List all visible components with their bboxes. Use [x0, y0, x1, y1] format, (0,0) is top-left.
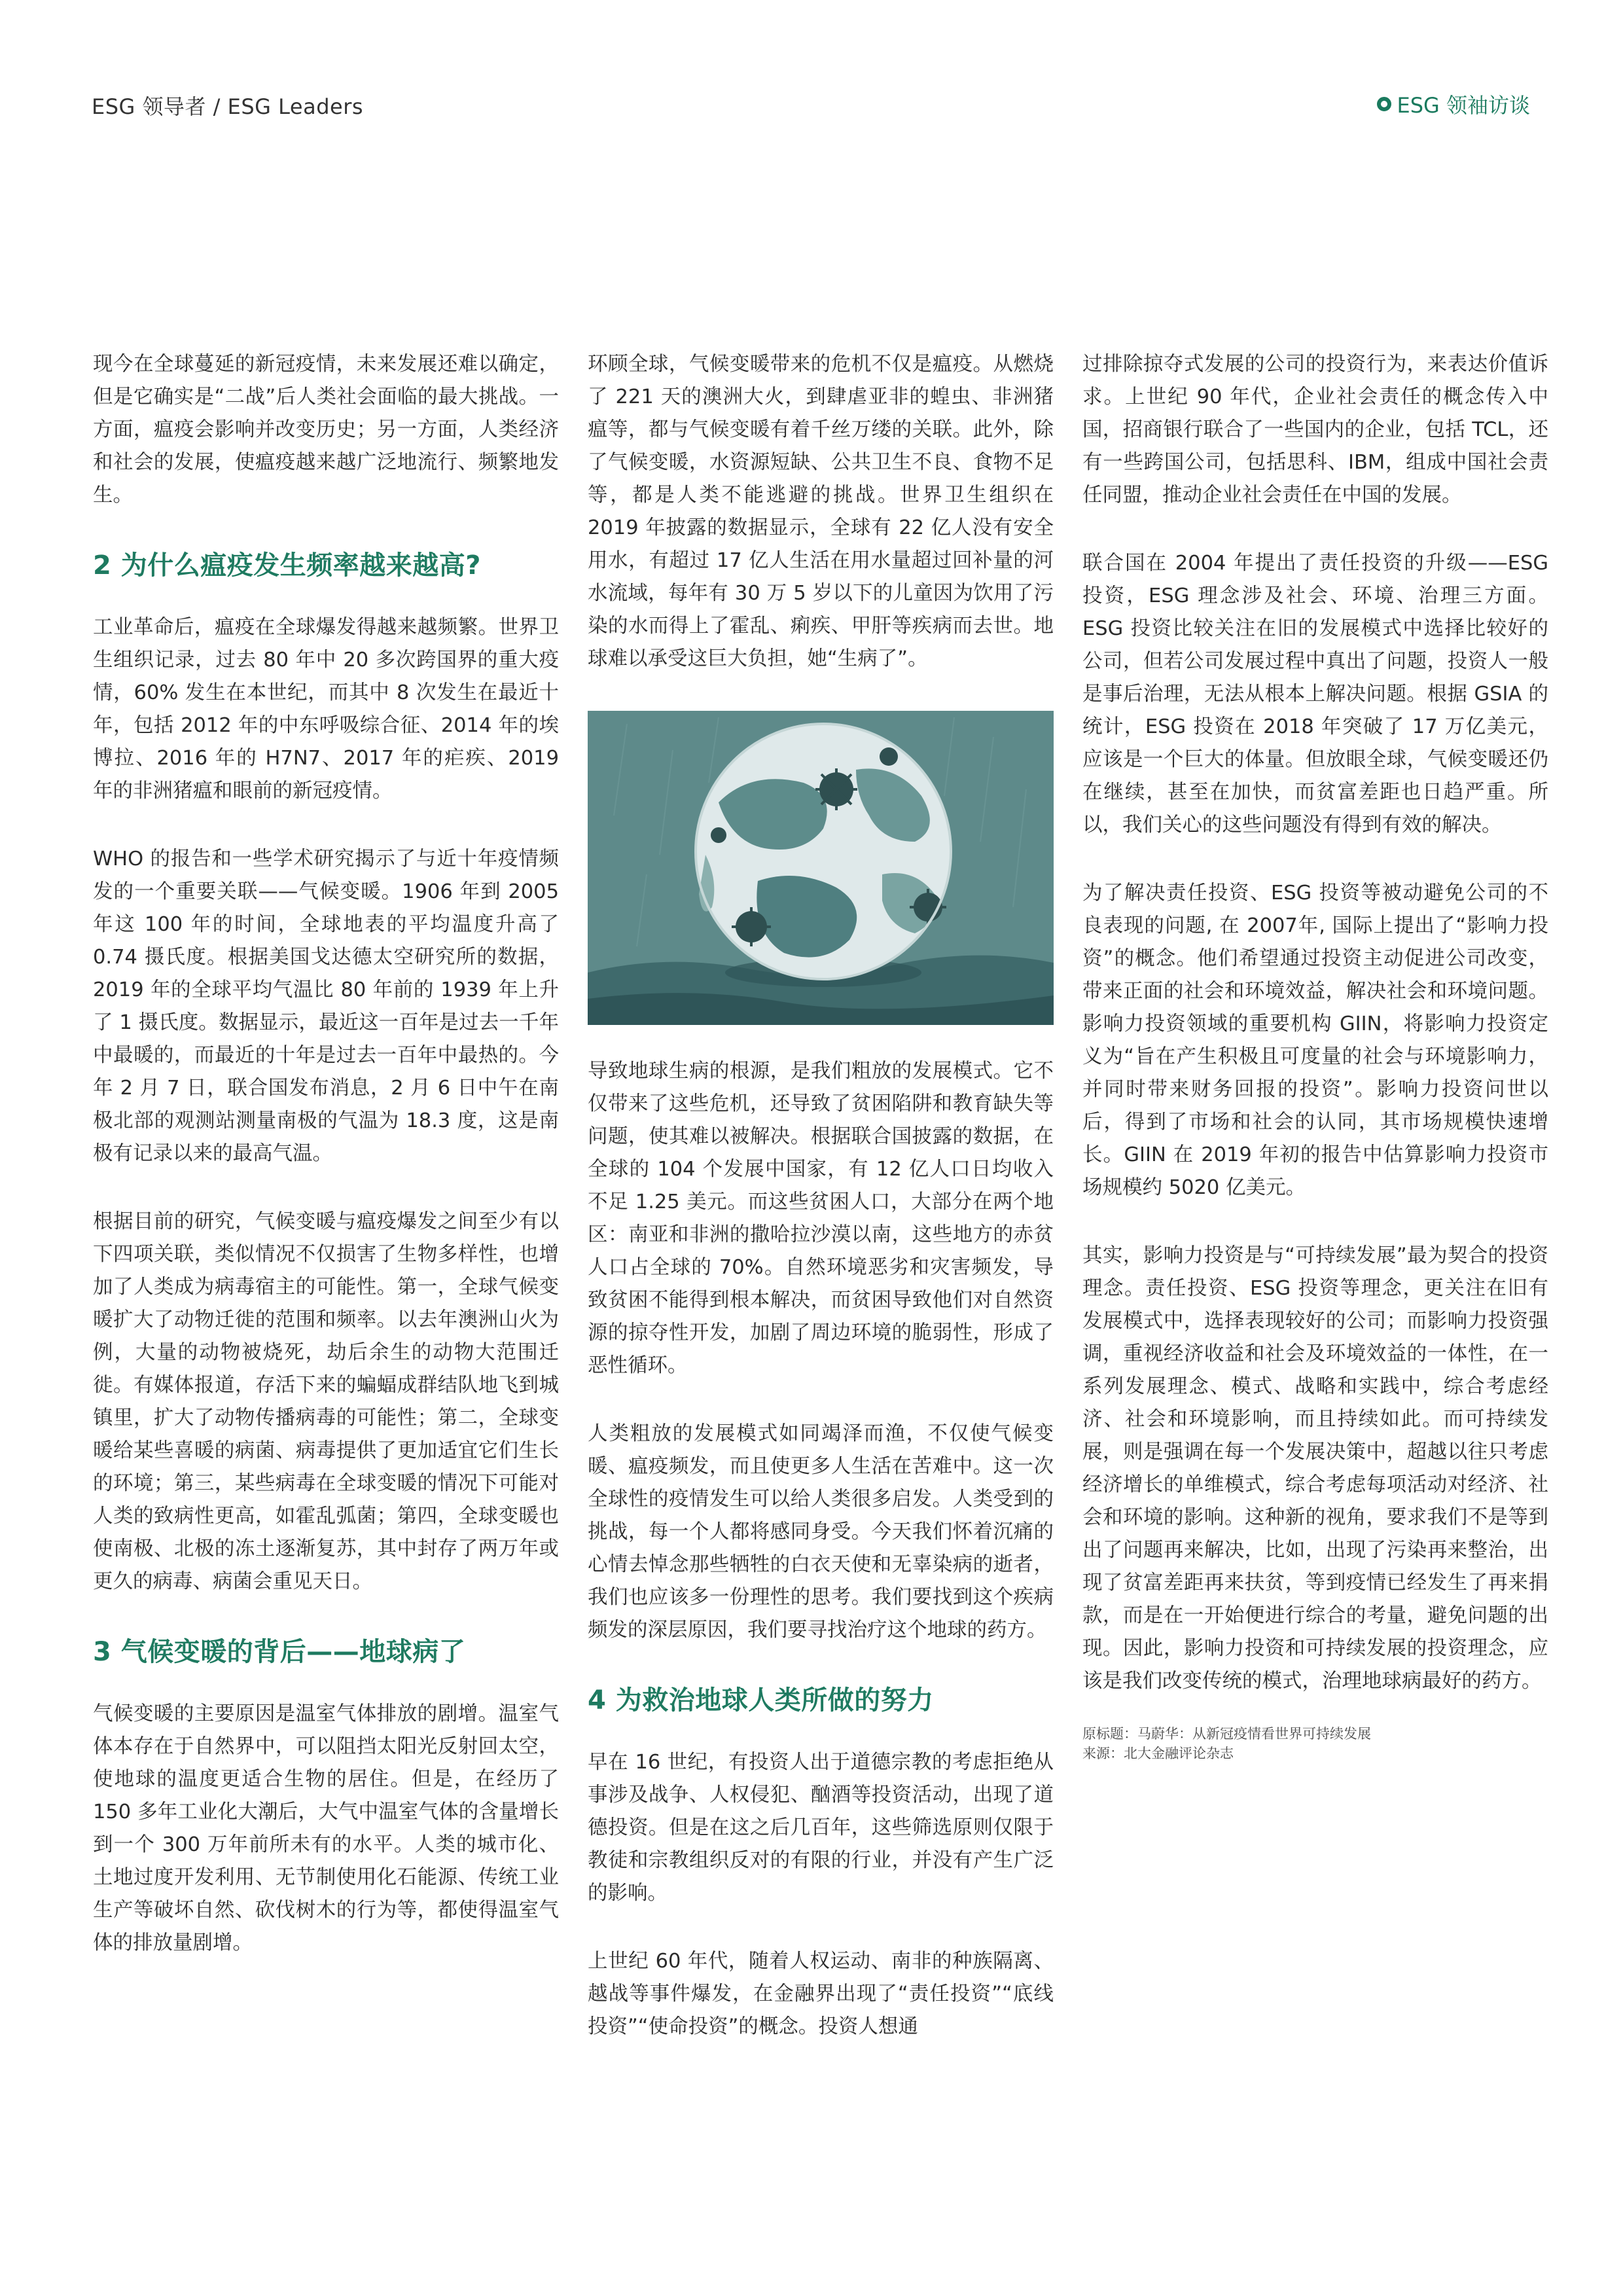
paragraph: 上世纪 60 年代，随着人权运动、南非的种族隔离、越战等事件爆发，在金融界出现了“责任投资”“底线投资”“使命投资”的概念。投资人想通: [588, 1950, 1054, 2038]
column-3: [1082, 348, 1548, 1763]
paragraph: WHO 的报告和一些学术研究揭示了与近十年疫情频发的一个重要关联——气候变暖。1906 年到 2005 年这 100 年的时间，全球地表的平均温度升高了 0.74 摄氏度。根据美国戈达德太空研究所的数据，2019 年的全球平均气温比 80 年前的 1939 年上升了 1 摄氏度。数据显示，最近这一百年是过去一千年中最暖的，而最近的十年是过去一百年中最热的。今年 2 月 7 日，联合国发布消息，2 月 6 日中午在南极北部的观测站测量南极的气温为 18.3 度，这是南极有记录以来的最高气温。: [93, 848, 559, 1165]
column-2: [588, 348, 1054, 2079]
section-heading: 4 为救治地球人类所做的努力: [588, 1685, 934, 1715]
paragraph: 其实，影响力投资是与“可持续发展”最为契合的投资理念。责任投资、ESG 投资等理念，更关注在旧有发展模式中，选择表现较好的公司；而影响力投资强调，重视经济收益和社会及环境效益的一体性，在一系列发展理念、模式、战略和实践中，综合考虑经济、社会和环境影响，而且持续如此。而可持续发展，则是强调在每一个发展决策中，超越以往只考虑经济增长的单维模式，综合考虑每项活动对经济、社会和环境的影响。这种新的视角，要求我们不是等到出了问题再来解决，比如，出现了污染再来整治，出现了贫富差距再来扶贫，等到疫情已经发生了再来捐款，而是在一开始便进行综合的考量，避免问题的出现。因此，影响力投资和可持续发展的投资理念，应该是我们改变传统的模式，治理地球病最好的药方。: [1082, 1244, 1548, 1693]
section-heading: 2 为什么瘟疫发生频率越来越高?: [93, 550, 481, 581]
paragraph: 现今在全球蔓延的新冠疫情，未来发展还难以确定，但是它确实是“二战”后人类社会面临的最大挑战。一方面，瘟疫会影响并改变历史；另一方面，人类经济和社会的发展，使瘟疫越来越广泛地流行、频繁地发生。: [93, 353, 559, 507]
earth-virus-illustration: [588, 711, 1054, 1025]
paragraph: 气候变暖的主要原因是温室气体排放的剧增。温室气体本存在于自然界中，可以阻挡太阳光反射回太空，使地球的温度更适合生物的居住。但是，在经历了 150 多年工业化大潮后，大气中温室气体的含量增长到一个 300 万年前所未有的水平。人类的城市化、土地过度开发利用、无节制使用化石能源、传统工业生产等破坏自然、砍伐树木的行为等，都使得温室气体的排放量剧增。: [93, 1702, 559, 1954]
section-label: ESG 领袖访谈: [1397, 93, 1530, 118]
header-section: [1377, 89, 1530, 119]
paragraph: 为了解决责任投资、ESG 投资等被动避免公司的不良表现的问题, 在 2007年, 国际上提出了“影响力投资”的概念。他们希望通过投资主动促进公司改变，带来正面的社会和环境效益，解决社会和环境问题。影响力投资领域的重要机构 GIIN，将影响力投资定义为“旨在产生积极且可度量的社会与环境影响力，并同时带来财务回报的投资”。影响力投资问世以后，得到了市场和社会的认同，其市场规模快速增长。GIIN 在 2019 年初的报告中估算影响力投资市场规模约 5020 亿美元。: [1082, 882, 1548, 1199]
paragraph: 联合国在 2004 年提出了责任投资的升级——ESG 投资，ESG 理念涉及社会、环境、治理三方面。ESG 投资比较关注在旧的发展模式中选择比较好的公司，但若公司发展过程中真出了问题，投资人一般是事后治理，无法从根本上解决问题。根据 GSIA 的统计，ESG 投资在 2018 年突破了 17 万亿美元，应该是一个巨大的体量。但放眼全球，气候变暖还仍在继续，甚至在加快，而贫富差距也日趋严重。所以，我们关心的这些问题没有得到有效的解决。: [1082, 552, 1548, 836]
paragraph: 人类粗放的发展模式如同竭泽而渔，不仅使气候变暖、瘟疫频发，而且使更多人生活在苦难中。这一次全球性的疫情发生可以给人类很多启发。人类受到的挑战，每一个人都将感同身受。今天我们怀着沉痛的心情去悼念那些牺牲的白衣天使和无辜染病的逝者，我们也应该多一份理性的思考。我们要找到这个疾病频发的深层原因，我们要寻找治疗这个地球的药方。: [588, 1422, 1054, 1641]
illustration-svg: [588, 711, 1054, 1025]
source-from: 来源：北大金融评论杂志: [1082, 1746, 1234, 1761]
paragraph: 工业革命后，瘟疫在全球爆发得越来越频繁。世界卫生组织记录，过去 80 年中 20 多次跨国界的重大疫情，60% 发生在本世纪，而其中 8 次发生在最近十年，包括 2012 年的中东呼吸综合征、2014 年的埃博拉、2016 年的 H7N7、2017 年的疟疾、2019 年的非洲猪瘟和眼前的新冠疫情。: [93, 616, 559, 802]
paragraph: 导致地球生病的根源，是我们粗放的发展模式。它不仅带来了这些危机，还导致了贫困陷阱和教育缺失等问题，使其难以被解决。根据联合国披露的数据，在全球的 104 个发展中国家，有 12 亿人口日均收入不足 1.25 美元。而这些贫困人口，大部分在两个地区：南亚和非洲的撒哈拉沙漠以南，这些地方的赤贫人口占全球的 70%。自然环境恶劣和灾害频发，导致贫困不能得到根本解决，而贫困导致他们对自然资源的掠夺性开发，加剧了周边环境的脆弱性，形成了恶性循环。: [588, 1060, 1054, 1377]
header-publication: ESG 领导者 / ESG Leaders: [92, 94, 364, 119]
paragraph: 根据目前的研究，气候变暖与瘟疫爆发之间至少有以下四项关联，类似情况不仅损害了生物多样性，也增加了人类成为病毒宿主的可能性。第一，全球气候变暖扩大了动物迁徙的范围和频率。以去年澳洲山火为例，大量的动物被烧死，劫后余生的动物大范围迁徙。有媒体报道，存活下来的蝙蝠成群结队地飞到城镇里，扩大了动物传播病毒的可能性；第二，全球变暖给某些喜暖的病菌、病毒提供了更加适宜它们生长的环境；第三，某些病毒在全球变暖的情况下可能对人类的致病性更高，如霍乱弧菌；第四，全球变暖也使南极、北极的冻土逐渐复苏，其中封存了两万年或更久的病毒、病菌会重见天日。: [93, 1210, 559, 1593]
source-note: [1082, 1724, 1548, 1763]
column-1: [93, 348, 559, 1995]
paragraph: 早在 16 世纪，有投资人出于道德宗教的考虑拒绝从事涉及战争、人权侵犯、酗酒等投资活动，出现了道德投资。但是在这之后几百年，这些筛选原则仅限于教徒和宗教组织反对的有限的行业，并没有产生广泛的影响。: [588, 1751, 1054, 1905]
ring-icon: [1377, 97, 1391, 111]
paragraph: 过排除掠夺式发展的公司的投资行为，来表达价值诉求。上世纪 90 年代，企业社会责任的概念传入中国，招商银行联合了一些国内的企业，包括 TCL，还有一些跨国公司，包括思科、IBM，组成中国社会责任同盟，推动企业社会责任在中国的发展。: [1082, 353, 1548, 507]
source-title: 原标题：马蔚华：从新冠疫情看世界可持续发展: [1082, 1726, 1371, 1742]
section-heading: 3 气候变暖的背后——地球病了: [93, 1637, 466, 1667]
paragraph: 环顾全球，气候变暖带来的危机不仅是瘟疫。从燃烧了 221 天的澳洲大火，到肆虐亚非的蝗虫、非洲猪瘟等，都与气候变暖有着千丝万缕的关联。此外，除了气候变暖，水资源短缺、公共卫生不良、食物不足等，都是人类不能逃避的挑战。世界卫生组织在 2019 年披露的数据显示，全球有 22 亿人没有安全用水，有超过 17 亿人生活在用水量超过回补量的河水流域，每年有 30 万 5 岁以下的儿童因为饮用了污染的水而得上了霍乱、痢疾、甲肝等疾病而去世。地球难以承受这巨大负担，她“生病了”。: [588, 353, 1054, 670]
